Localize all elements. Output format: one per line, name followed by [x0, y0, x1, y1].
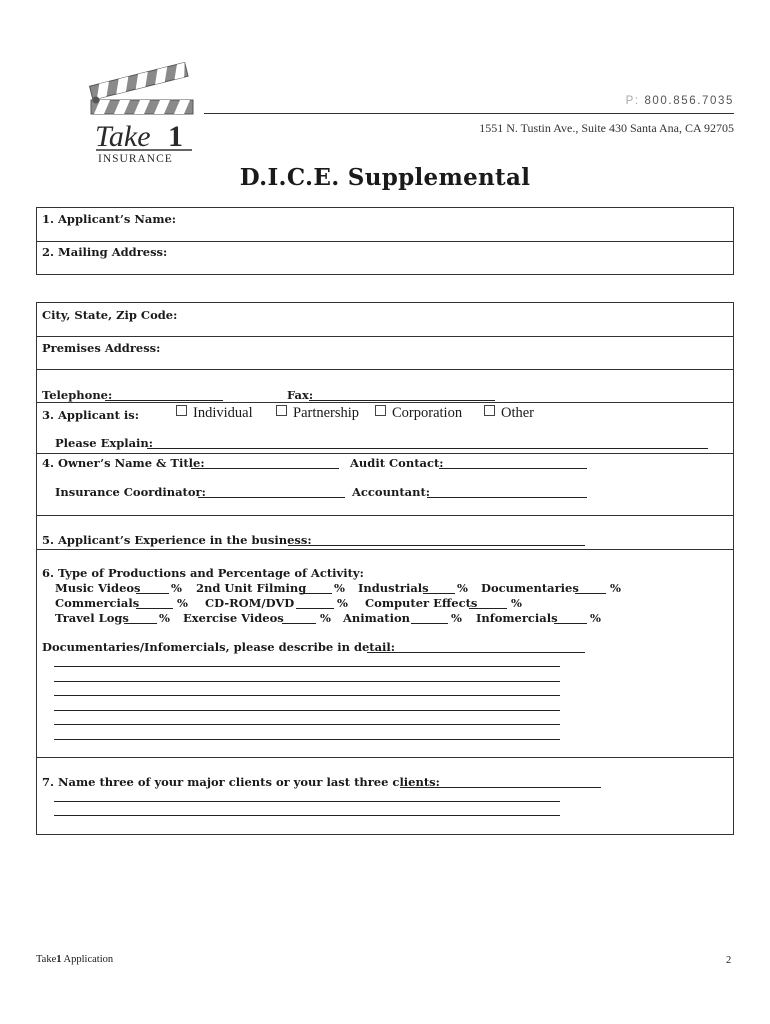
- checkbox-icon[interactable]: [375, 405, 386, 416]
- logo-subtitle: INSURANCE: [98, 153, 173, 165]
- option-other[interactable]: Other: [484, 405, 534, 422]
- percent-sign: %: [610, 581, 621, 595]
- audit-contact-label: Audit Contact:: [350, 456, 444, 470]
- page-title: D.I.C.E. Supplemental: [239, 164, 531, 191]
- please-explain-field[interactable]: [147, 448, 708, 449]
- animation-label: Animation: [343, 611, 410, 625]
- experience-field[interactable]: [288, 545, 585, 546]
- logo-digit: 1: [168, 120, 183, 153]
- music-videos-label: Music Videos: [55, 581, 141, 595]
- coordinator-field[interactable]: [198, 497, 345, 498]
- travel-logs-field[interactable]: [124, 623, 157, 624]
- main-form-box: [36, 302, 734, 835]
- fax-label: Fax:: [287, 388, 314, 402]
- mailing-address-label: 2. Mailing Address:: [42, 245, 168, 259]
- header-rule: [204, 113, 734, 114]
- clients-line[interactable]: [54, 815, 560, 816]
- phone-prefix: P:: [625, 95, 640, 107]
- telephone-field[interactable]: [105, 400, 223, 401]
- option-individual[interactable]: Individual: [176, 405, 253, 422]
- clapperboard-icon: [88, 54, 198, 166]
- describe-line[interactable]: [54, 695, 560, 696]
- option-partnership[interactable]: Partnership: [276, 405, 359, 422]
- accountant-label: Accountant:: [352, 485, 431, 499]
- percent-sign: %: [334, 581, 345, 595]
- clients-label: 7. Name three of your major clients or your last three clients:: [42, 775, 440, 789]
- applicant-is-label: 3. Applicant is:: [42, 408, 139, 422]
- exercise-videos-field[interactable]: [282, 623, 316, 624]
- percent-sign: %: [590, 611, 601, 625]
- describe-line[interactable]: [54, 739, 560, 740]
- audit-contact-field[interactable]: [439, 468, 587, 469]
- divider: [37, 453, 733, 454]
- company-address: 1551 N. Tustin Ave., Suite 430 Santa Ana, CA 92705: [479, 121, 734, 135]
- documentaries-label: Documentaries: [481, 581, 579, 595]
- second-unit-label: 2nd Unit Filming: [196, 581, 307, 595]
- option-corporation[interactable]: Corporation: [375, 405, 462, 422]
- premises-label: Premises Address:: [42, 341, 161, 355]
- percent-sign: %: [511, 596, 522, 610]
- footer-label: Take1 Application: [36, 954, 114, 965]
- divider: [37, 549, 733, 550]
- applicant-name-label: 1. Applicant’s Name:: [42, 212, 177, 226]
- divider: [37, 369, 733, 370]
- infomercials-label: Infomercials: [476, 611, 558, 625]
- music-videos-field[interactable]: [136, 593, 169, 594]
- checkbox-icon[interactable]: [276, 405, 287, 416]
- checkbox-icon[interactable]: [176, 405, 187, 416]
- owner-label: 4. Owner’s Name & Title:: [42, 456, 205, 470]
- infomercials-field[interactable]: [554, 623, 587, 624]
- describe-line[interactable]: [54, 666, 560, 667]
- logo-name: Take: [95, 120, 151, 153]
- percent-sign: %: [457, 581, 468, 595]
- coordinator-label: Insurance Coordinator:: [55, 485, 206, 499]
- percent-sign: %: [451, 611, 462, 625]
- describe-line[interactable]: [54, 710, 560, 711]
- phone-value: 800.856.7035: [644, 95, 734, 107]
- describe-field[interactable]: [367, 652, 585, 653]
- take1-logo: [88, 54, 198, 166]
- commercials-label: Commercials: [55, 596, 140, 610]
- please-explain-label: Please Explain:: [55, 436, 154, 450]
- fax-field[interactable]: [309, 400, 495, 401]
- page-number: 2: [726, 955, 732, 966]
- clients-line[interactable]: [54, 801, 560, 802]
- documentaries-field[interactable]: [575, 593, 606, 594]
- clients-field[interactable]: [400, 787, 601, 788]
- industrials-label: Industrials: [358, 581, 429, 595]
- second-unit-field[interactable]: [300, 593, 332, 594]
- applicant-box: [36, 207, 734, 275]
- exercise-videos-label: Exercise Videos: [183, 611, 284, 625]
- animation-field[interactable]: [411, 623, 448, 624]
- percent-sign: %: [320, 611, 331, 625]
- city-label: City, State, Zip Code:: [42, 308, 178, 322]
- cd-rom-label: CD-ROM/DVD: [205, 596, 295, 610]
- cd-rom-field[interactable]: [296, 608, 334, 609]
- divider: [37, 336, 733, 337]
- divider: [37, 515, 733, 516]
- productions-heading: 6. Type of Productions and Percentage of Activity:: [42, 566, 364, 580]
- divider: [37, 241, 733, 242]
- describe-line[interactable]: [54, 681, 560, 682]
- telephone-label: Telephone:: [42, 388, 113, 402]
- commercials-field[interactable]: [136, 608, 173, 609]
- industrials-field[interactable]: [423, 593, 455, 594]
- describe-label: Documentaries/Infomercials, please describe in detail:: [42, 640, 396, 654]
- percent-sign: %: [171, 581, 182, 595]
- divider: [37, 757, 733, 758]
- checkbox-icon[interactable]: [484, 405, 495, 416]
- divider: [37, 402, 733, 403]
- computer-effects-field[interactable]: [469, 608, 507, 609]
- computer-effects-label: Computer Effects: [365, 596, 478, 610]
- percent-sign: %: [337, 596, 348, 610]
- accountant-field[interactable]: [427, 497, 587, 498]
- percent-sign: %: [177, 596, 188, 610]
- experience-label: 5. Applicant’s Experience in the business:: [42, 533, 312, 547]
- phone-number: [626, 95, 734, 107]
- percent-sign: %: [159, 611, 170, 625]
- travel-logs-label: Travel Logs: [55, 611, 129, 625]
- describe-line[interactable]: [54, 724, 560, 725]
- owner-field[interactable]: [191, 468, 339, 469]
